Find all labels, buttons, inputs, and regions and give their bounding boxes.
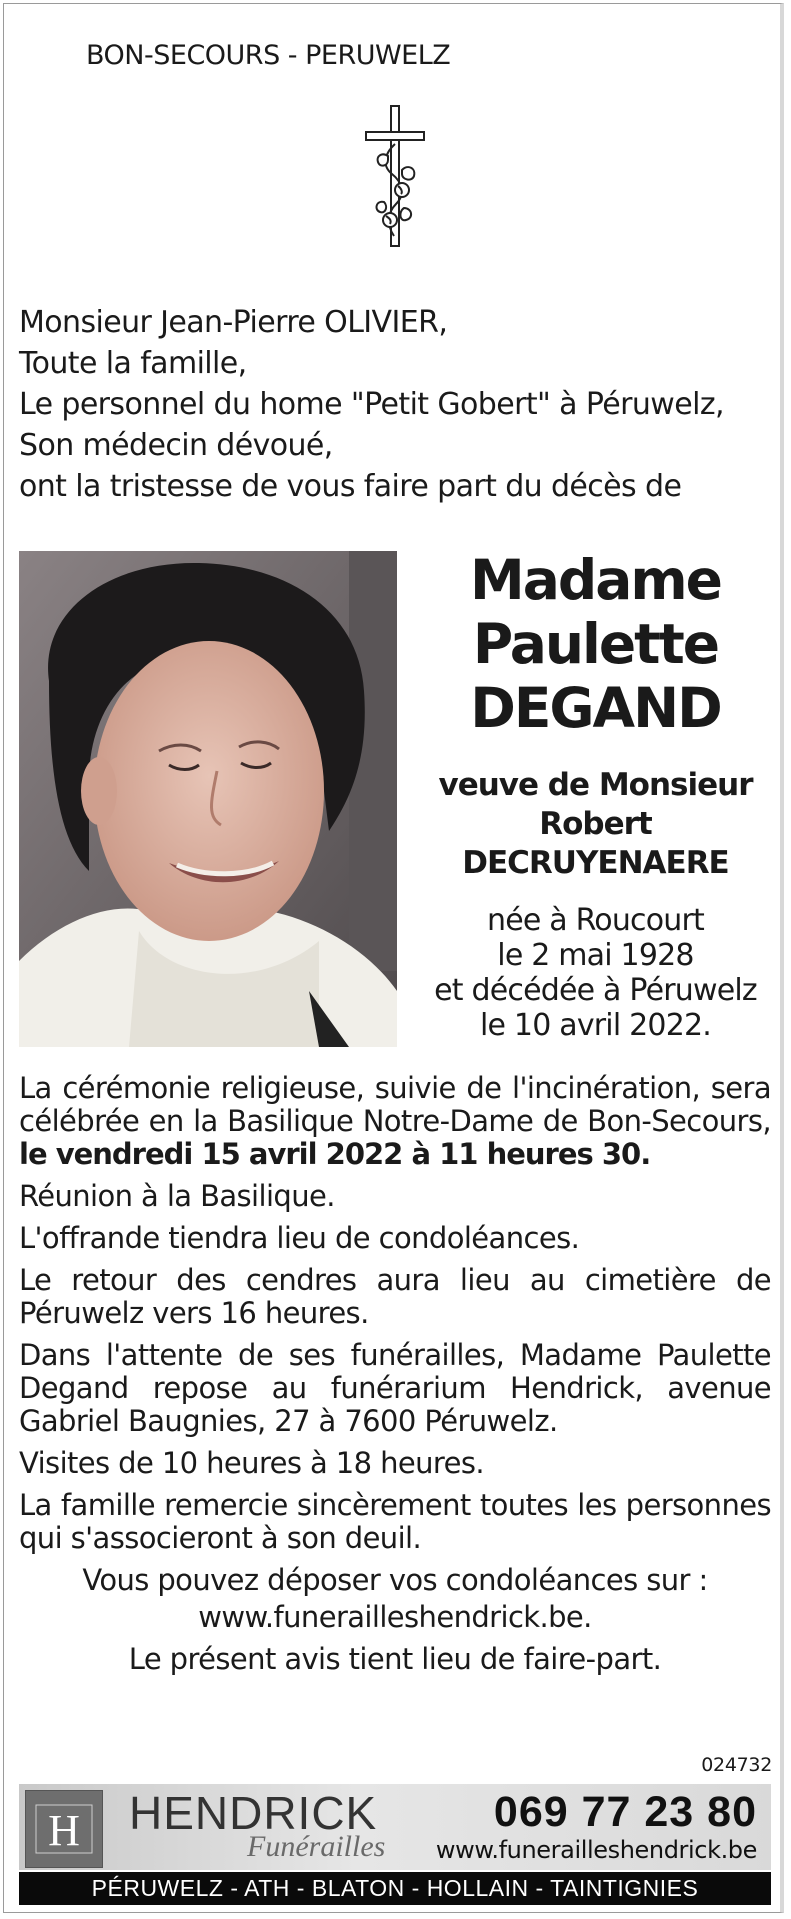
birth-death-dates [413, 903, 778, 1043]
notice-line: Le présent avis tient lieu de faire-part. [128, 1642, 662, 1676]
death-date: le 10 avril 2022. [480, 1008, 711, 1043]
intro-line: Son médecin dévoué, [19, 428, 333, 463]
hendrick-logo-icon [26, 1791, 102, 1867]
website-url: www.funerailleshendrick.be [435, 1836, 757, 1864]
announcing-family [19, 302, 759, 507]
spouse-name: Robert DECRUYENAERE [462, 806, 729, 881]
brand-subtitle: Funérailles [247, 1830, 386, 1863]
funeral-home-paragraph: Dans l'attente de ses funérailles, Madame Paulette Degand repose au funérarium Hendrick, avenue Gabriel Baugnies, 27 à 7600 Péruwelz. [19, 1338, 771, 1438]
phone-number: 069 77 23 80 [493, 1788, 757, 1836]
reunion-paragraph: Réunion à la Basilique. [19, 1179, 335, 1213]
ceremony-paragraph [19, 1072, 771, 1171]
birth-place: née à Roucourt [486, 903, 704, 938]
ceremony-date: le vendredi 15 avril 2022 à 11 heures 30. [19, 1137, 651, 1171]
intro-line: Le personnel du home "Petit Gobert" à Péruwelz, [19, 387, 724, 422]
condolences-line: Vous pouvez déposer vos condoléances sur : [82, 1563, 708, 1597]
intro-line: ont la tristesse de vous faire part du décès de [19, 469, 682, 504]
banner-top [19, 1784, 771, 1870]
logo-letter: H [48, 1806, 80, 1855]
brand-name: HENDRICK [129, 1787, 378, 1839]
death-place: et décédée à Péruwelz [434, 973, 757, 1008]
widow-of [413, 766, 778, 883]
condolences-url: www.funerailleshendrick.be. [198, 1600, 592, 1634]
portrait-photo [19, 551, 397, 1047]
locations-bar: PÉRUWELZ - ATH - BLATON - HOLLAIN - TAINTIGNIES [19, 1872, 771, 1905]
deceased-title: Madame [470, 548, 721, 612]
intro-line: Monsieur Jean-Pierre OLIVIER, [19, 305, 448, 340]
funeral-home-banner [19, 1784, 771, 1907]
location-heading: BON-SECOURS - PERUWELZ [86, 40, 451, 71]
ceremony-text: La cérémonie religieuse, suivie de l'incinération, sera célébrée en la Basilique Notre-Dame de Bon-Secours, [19, 1071, 771, 1138]
offering-paragraph: L'offrande tiendra lieu de condoléances. [19, 1221, 580, 1255]
cross-with-roses-icon [362, 104, 428, 250]
birth-date: le 2 mai 1928 [497, 938, 694, 973]
reference-number: 024732 [701, 1754, 772, 1776]
thanks-paragraph: La famille remercie sincèrement toutes les personnes qui s'associeront à son deuil. [19, 1488, 771, 1555]
deceased-first-name: Paulette [472, 612, 719, 676]
intro-line: Toute la famille, [19, 346, 247, 381]
widow-line: veuve de Monsieur [438, 767, 753, 803]
visits-paragraph: Visites de 10 heures à 18 heures. [19, 1446, 484, 1480]
deceased-block [413, 548, 778, 1043]
hendrick-logo [25, 1790, 103, 1868]
funeral-details [19, 1072, 771, 1685]
deceased-last-name: DEGAND [470, 676, 721, 740]
ashes-paragraph: Le retour des cendres aura lieu au cimetière de Péruwelz vers 16 heures. [19, 1263, 771, 1330]
